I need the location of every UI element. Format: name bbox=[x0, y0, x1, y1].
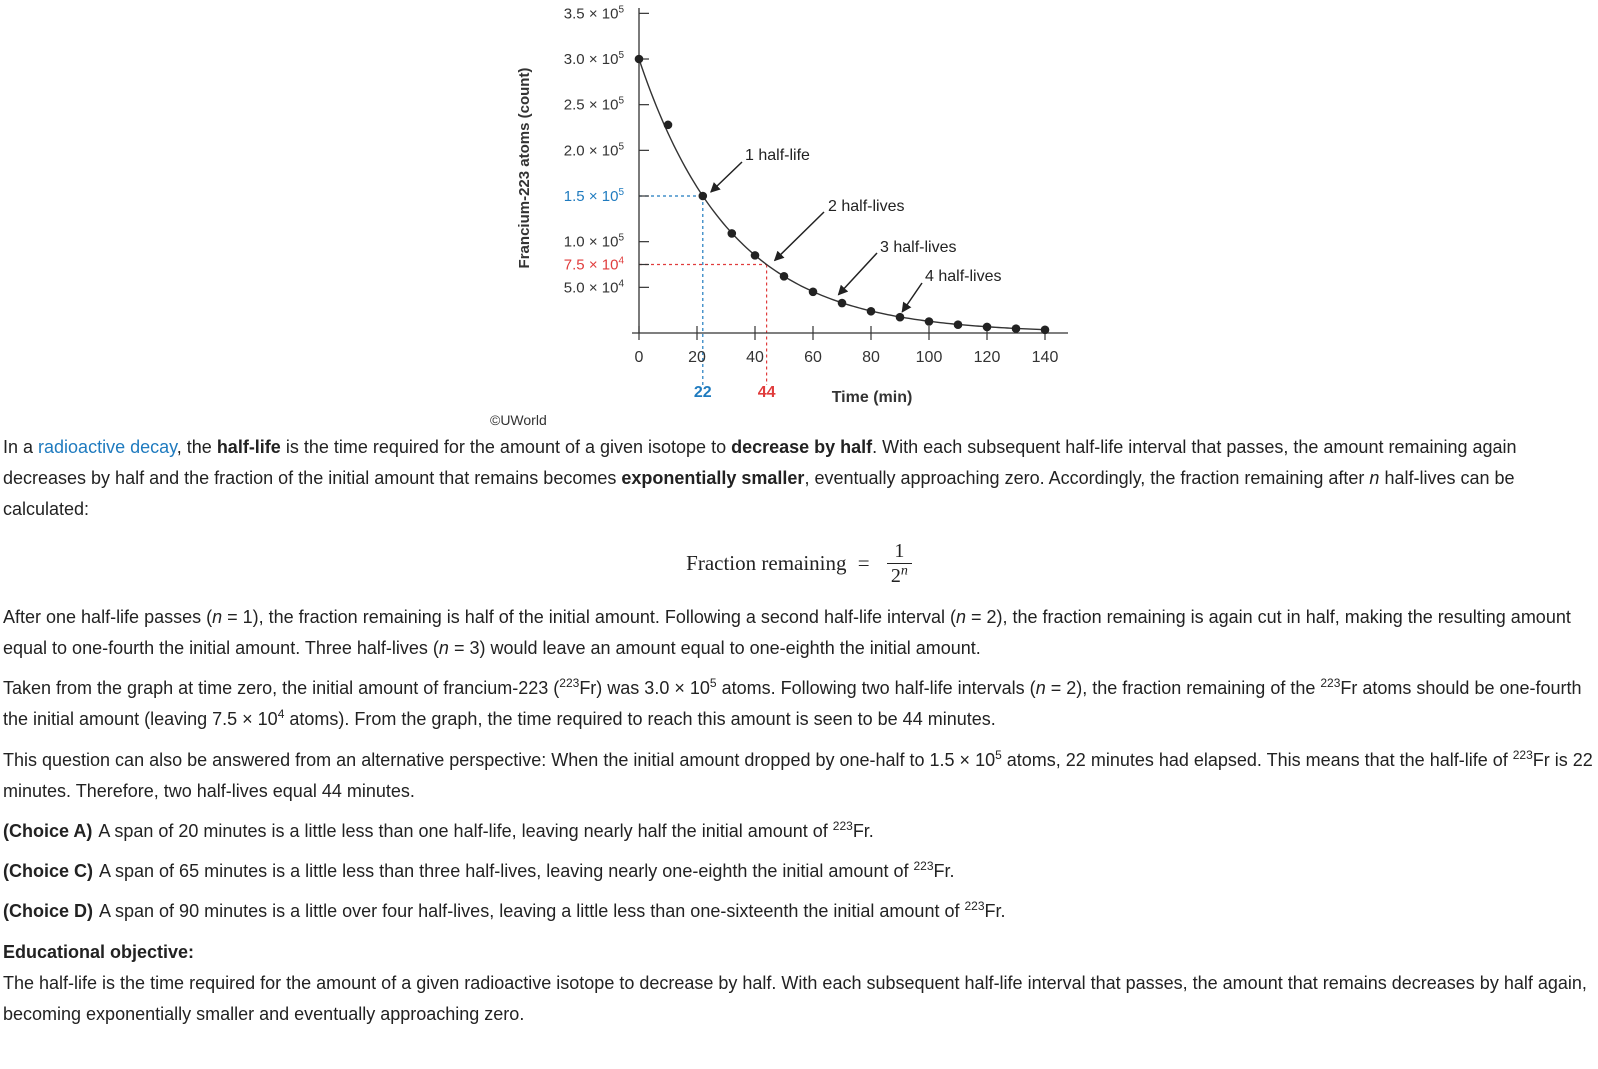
radioactive-decay-link[interactable]: radioactive decay bbox=[38, 437, 177, 457]
x-tick-label: 80 bbox=[862, 349, 880, 366]
variable-n: n bbox=[956, 607, 967, 627]
data-point bbox=[838, 299, 847, 308]
y-tick-exponent: 5 bbox=[618, 141, 624, 153]
text-run: = 1), the fraction remaining is half of the initial amount. Following a second half-life interval ( bbox=[222, 607, 956, 627]
text-run: Fr is 22 minutes. Therefore, two half-lives equal 44 minutes. bbox=[3, 750, 1593, 801]
text-run: is the time required for the amount of a given isotope to bbox=[280, 437, 732, 457]
y-tick-label: $3.0 \times 10^5$ bbox=[563, 50, 624, 69]
x-tick-label: 0 bbox=[634, 349, 644, 366]
annotation-label: 1 half-life bbox=[745, 147, 810, 164]
text-run: atoms. Following two half-life intervals ( bbox=[716, 678, 1036, 698]
text-run: Fr. bbox=[852, 821, 874, 841]
data-point bbox=[699, 192, 708, 201]
text-run: A span of 65 minutes is a little less than three half-lives, leaving nearly one-eighth the initial amount of bbox=[99, 861, 914, 881]
formula-numerator: 1 bbox=[894, 540, 905, 562]
annotation-arrow bbox=[775, 212, 824, 261]
fraction-remaining-formula bbox=[3, 539, 1595, 588]
educational-objective-title: Educational objective: bbox=[3, 942, 195, 962]
annotation-arrow bbox=[838, 253, 877, 295]
text-run: After one half-life passes ( bbox=[3, 607, 213, 627]
y-tick-label: $3.5 \times 10^5$ bbox=[563, 4, 624, 23]
text-run: = 3) would leave an amount equal to one-eighth the initial amount. bbox=[448, 638, 981, 658]
y-tick-label: $1.0 \times 10^5$ bbox=[563, 232, 624, 251]
text-run: Fr. bbox=[933, 861, 955, 881]
text-run: atoms). From the graph, the time required to reach this amount is seen to be 44 minutes. bbox=[284, 709, 996, 729]
text-run: atoms, 22 minutes had elapsed. This means that the half-life of bbox=[1001, 750, 1513, 770]
y-tick-label: $7.5 \times 10^4$ bbox=[563, 255, 624, 274]
data-point bbox=[664, 121, 673, 130]
variable-n: n bbox=[438, 638, 449, 658]
x-tick-label: 140 bbox=[1031, 349, 1059, 366]
formula-denominator bbox=[887, 563, 912, 588]
y-tick-label: $5.0 \times 10^4$ bbox=[563, 278, 624, 297]
choice-d-label: (Choice D) bbox=[3, 901, 93, 921]
x-tick-label: 120 bbox=[973, 349, 1001, 366]
x-tick-label: 60 bbox=[804, 349, 822, 366]
annotation-label: 4 half-lives bbox=[925, 268, 1002, 285]
formula-label: Fraction remaining bbox=[686, 551, 847, 575]
superscript: 5 bbox=[995, 748, 1002, 762]
variable-n: n bbox=[1035, 678, 1046, 698]
y-tick-exponent: 5 bbox=[618, 4, 624, 16]
half-life-annotations bbox=[711, 147, 1002, 312]
choice-c-explanation bbox=[3, 856, 1595, 887]
data-point bbox=[867, 307, 876, 316]
text-run: A span of 20 minutes is a little less than one half-life, leaving nearly half the initial amount of bbox=[98, 821, 833, 841]
y-tick-label: $2.5 \times 10^5$ bbox=[563, 95, 624, 114]
data-point bbox=[780, 272, 789, 281]
superscript: 223 bbox=[964, 899, 985, 913]
time-marker-label: 44 bbox=[757, 384, 776, 401]
choice-c-label: (Choice C) bbox=[3, 861, 93, 881]
annotation-arrow bbox=[902, 283, 922, 312]
data-point bbox=[635, 55, 644, 64]
text-run: Taken from the graph at time zero, the initial amount of francium-223 ( bbox=[3, 678, 560, 698]
bold-term: exponentially smaller bbox=[621, 468, 805, 488]
explanation-paragraph-2 bbox=[3, 602, 1595, 664]
text-run: = 2), the fraction remaining of the bbox=[1045, 678, 1321, 698]
formula-equals: = bbox=[857, 551, 870, 575]
y-tick-label: $2.0 \times 10^5$ bbox=[563, 141, 624, 160]
annotation-label: 3 half-lives bbox=[880, 239, 957, 256]
text-run: Fr atoms should be one-fourth the initial amount (leaving 7.5 × 10 bbox=[3, 678, 1582, 729]
superscript: 223 bbox=[559, 676, 580, 690]
formula-exponent: n bbox=[900, 563, 908, 579]
decay-chart bbox=[0, 0, 1598, 430]
bold-term: half-life bbox=[216, 437, 281, 457]
explanation-paragraph-4 bbox=[3, 745, 1595, 807]
guide-lines bbox=[639, 196, 776, 401]
text-run: = 2), the fraction remaining is again cut in half, making the resulting amount equal to one-fourth the initial amount. Three half-lives ( bbox=[3, 607, 1571, 658]
data-point bbox=[954, 320, 963, 329]
data-point bbox=[896, 313, 905, 322]
x-tick-label: 100 bbox=[915, 349, 943, 366]
data-point bbox=[983, 323, 992, 332]
data-point bbox=[728, 229, 737, 238]
text-run: . With each subsequent half-life interval that passes, the amount remaining again decreases by half and the fraction of the initial amount that remains becomes bbox=[3, 437, 1517, 488]
text-run: Fr) was 3.0 × 10 bbox=[579, 678, 710, 698]
text-run: , eventually approaching zero. Accordingly, the fraction remaining after bbox=[804, 468, 1370, 488]
choice-a-explanation bbox=[3, 816, 1595, 847]
annotation-arrow bbox=[711, 162, 742, 192]
superscript: 223 bbox=[1512, 748, 1533, 762]
x-tick-label: 20 bbox=[688, 349, 706, 366]
data-point bbox=[925, 317, 934, 326]
text-run: half-lives can be calculated: bbox=[3, 468, 1515, 519]
choice-a-label: (Choice A) bbox=[3, 821, 93, 841]
text-run: A span of 90 minutes is a little over four half-lives, leaving a little less than one-sixteenth the initial amount of bbox=[99, 901, 965, 921]
superscript: 223 bbox=[1320, 676, 1341, 690]
superscript: 5 bbox=[709, 676, 717, 690]
data-point bbox=[809, 288, 818, 297]
text-run: In a bbox=[3, 437, 39, 457]
y-tick-exponent: 5 bbox=[618, 95, 624, 107]
text-run: , the bbox=[176, 437, 217, 457]
text-run: This question can also be answered from an alternative perspective: When the initial amount dropped by one-half to 1.5 × 10 bbox=[3, 750, 996, 770]
formula-base: 2 bbox=[890, 565, 901, 587]
choice-d-explanation bbox=[3, 896, 1595, 927]
y-tick-exponent: 4 bbox=[618, 278, 624, 290]
time-marker-label: 22 bbox=[693, 384, 712, 401]
explanation-paragraph-1 bbox=[3, 432, 1595, 525]
superscript: 223 bbox=[913, 859, 934, 873]
y-axis-label: Francium-223 atoms (count) bbox=[516, 67, 533, 269]
superscript: 4 bbox=[277, 707, 285, 721]
data-point bbox=[1041, 326, 1050, 335]
data-point bbox=[1012, 324, 1021, 333]
y-tick-label: $1.5 \times 10^5$ bbox=[563, 187, 624, 206]
text-run: Fr. bbox=[984, 901, 1006, 921]
formula-fraction bbox=[887, 539, 912, 588]
variable-n: n bbox=[1369, 468, 1380, 488]
explanation-body bbox=[3, 432, 1595, 1030]
data-points bbox=[635, 55, 1050, 334]
y-tick-exponent: 5 bbox=[618, 232, 624, 244]
x-axis-label: Time (min) bbox=[831, 389, 913, 406]
data-point bbox=[751, 251, 760, 260]
x-tick-label: 40 bbox=[746, 349, 764, 366]
copyright-text: ©UWorld bbox=[490, 412, 547, 428]
y-tick-exponent: 5 bbox=[618, 50, 624, 62]
bold-term: decrease by half bbox=[731, 437, 873, 457]
annotation-label: 2 half-lives bbox=[828, 198, 905, 215]
superscript: 223 bbox=[832, 819, 853, 833]
y-tick-exponent: 5 bbox=[618, 187, 624, 199]
variable-n: n bbox=[212, 607, 223, 627]
explanation-paragraph-3 bbox=[3, 673, 1595, 735]
y-tick-exponent: 4 bbox=[618, 255, 624, 267]
educational-objective-text: The half-life is the time required for the amount of a given radioactive isotope to decrease by half. With each subsequent half-life interval that passes, the amount that remains decreases by half again, becoming exponentially smaller and eventually approaching zero. bbox=[3, 973, 1587, 1024]
